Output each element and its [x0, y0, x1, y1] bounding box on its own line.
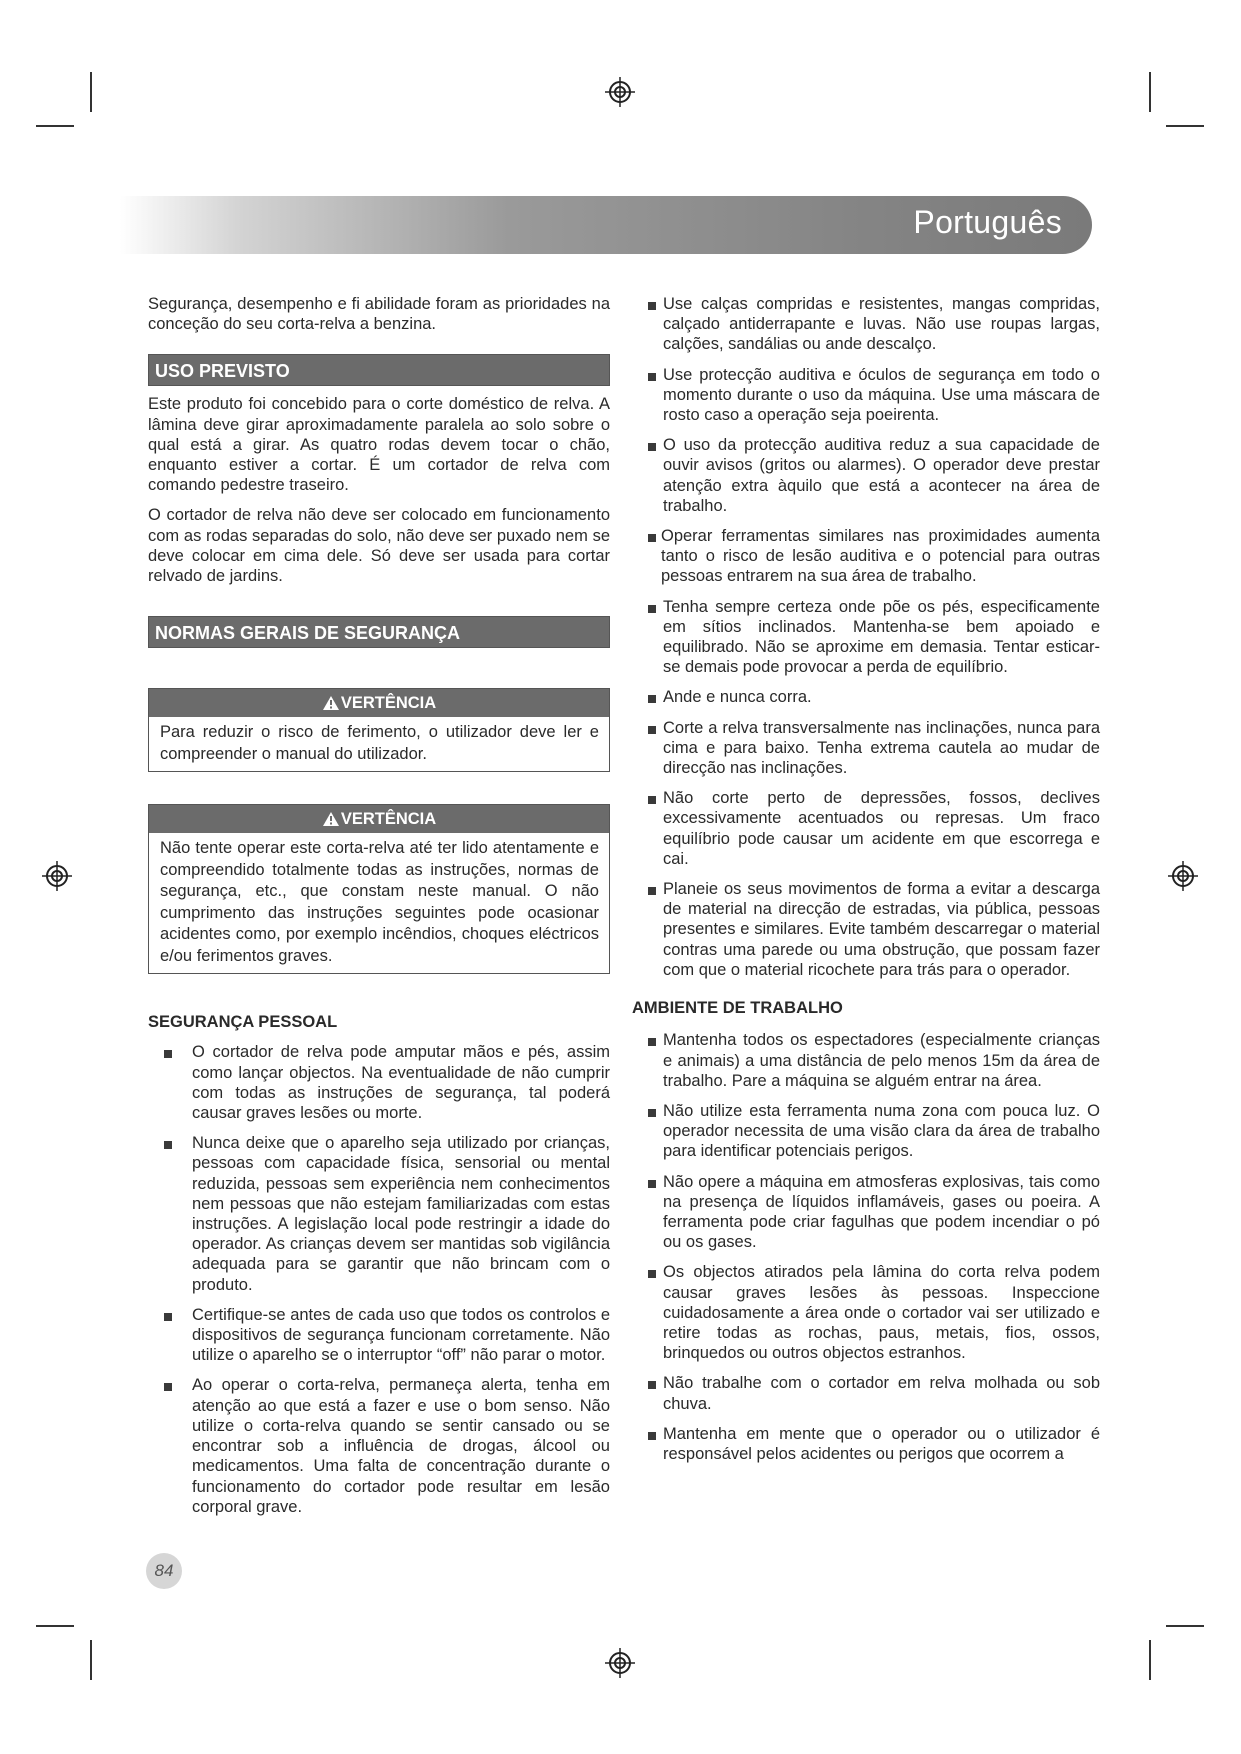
warning-text: Não tente operar este corta-relva até ter lido atentamente e compreendido totalmente todas as instruções, normas de segurança, etc., que constam neste manual. O não cumprimento das instruções seguintes pode ocasionar acidentes como, por exemplo incêndios, choques eléctricos e/ou ferimentos graves. [160, 839, 599, 965]
registration-mark-icon [1168, 861, 1198, 891]
pessoal-list [148, 1042, 610, 1516]
page-number: 84 [146, 1553, 182, 1589]
language-header [120, 196, 1092, 254]
section-heading-uso-previsto: USO PREVISTO [148, 354, 610, 386]
list-item: Operar ferramentas similares nas proximidades aumenta tanto o risco de lesão auditiva e o potencial para outras pessoas entrarem na sua área de trabalho. [648, 526, 1100, 587]
registration-mark-icon [42, 861, 72, 891]
warning-title: VERTÊNCIA [340, 694, 437, 713]
crop-mark [36, 125, 74, 127]
subheading-seguranca-pessoal: SEGURANÇA PESSOAL [148, 1013, 338, 1032]
list-item: Planeie os seus movimentos de forma a evitar a descarga de material na direcção de estradas, via pública, pessoas presentes e similares. Evite também descarregar o material contras uma parede ou uma obstrução, que possam fazer com que o material ricochete para trás para o operador. [648, 879, 1100, 980]
warning-triangle-icon [322, 695, 340, 711]
crop-mark [90, 1640, 92, 1680]
list-item: Mantenha todos os espectadores (especialmente crianças e animais) a uma distância de pelo menos 15m da área de trabalho. Pare a máquina se alguém entrar na área. [648, 1030, 1100, 1091]
list-item: Ao operar o corta-relva, permaneça alerta, tenha em atenção ao que está a fazer e use o bom senso. Não utilize o corta-relva quando se sentir cansado ou se encontrar sob a influência de drogas, álcool ou medicamentos. Uma falta de concentração durante o funcionamento do cortador pode resultar em lesão corporal grave. [164, 1375, 610, 1516]
list-item: Nunca deixe que o aparelho seja utilizado por crianças, pessoas com capacidade física, sensorial ou mental reduzida, pessoas sem experiência nem conhecimentos nem pessoas que não estejam familiarizadas com estas instruções. A legislação local pode restringir a idade do operador. As crianças devem ser mantidas sob vigilância adequada para se garantir que não brincam com o produto. [164, 1133, 610, 1295]
uso-previsto-paragraph: Este produto foi concebido para o corte doméstico de relva. A lâmina deve girar aproximadamente paralela ao solo sobre o qual está a girar. As quatro rodas devem tocar o chão, enquanto estiver a cortar. É um cortador de relva com comando pedestre traseiro. [148, 395, 610, 495]
list-item: Os objectos atirados pela lâmina do corta relva podem causar graves lesões às pessoas. Inspeccione cuidadosamente a área onde o cortador vai ser utilizado e retire todas as rochas, paus, metais, fios, ossos, brinquedos ou outros objectos estranhos. [648, 1262, 1100, 1363]
intro-text: Segurança, desempenho e fi abilidade foram as prioridades na conceção do seu corta-relva a benzina. [148, 295, 610, 334]
list-item: Não trabalhe com o cortador em relva molhada ou sob chuva. [648, 1373, 1100, 1413]
crop-mark [1166, 125, 1204, 127]
crop-mark [1149, 72, 1151, 112]
warning-header [149, 805, 609, 833]
list-item: Ande e nunca corra. [648, 687, 1100, 707]
protection-list [648, 294, 1100, 980]
warning-box [148, 804, 610, 974]
left-column [148, 294, 610, 1517]
list-item: Use protecção auditiva e óculos de segurança em todo o momento durante o uso da máquina. Use uma máscara de rosto caso a operação seja poeirenta. [648, 365, 1100, 426]
right-column [632, 294, 1100, 1464]
ambiente-list [648, 1030, 1100, 1464]
list-item: Não utilize esta ferramenta numa zona com pouca luz. O operador necessita de uma visão clara da área de trabalho para identificar potenciais perigos. [648, 1101, 1100, 1162]
warning-header [149, 689, 609, 717]
warning-triangle-icon [322, 811, 340, 827]
list-item: O uso da protecção auditiva reduz a sua capacidade de ouvir avisos (gritos ou alarmes). O operador deve prestar atenção extra àquilo que está a acontecer na área de trabalho. [648, 435, 1100, 516]
list-item: Tenha sempre certeza onde põe os pés, especificamente em sítios inclinados. Mantenha-se bem apoiado e equilibrado. Não se aproxime em demasia. Tentar esticar-se demais pode provocar a perda de equilíbrio. [648, 597, 1100, 678]
crop-mark [1166, 1625, 1204, 1627]
list-item: O cortador de relva pode amputar mãos e pés, assim como lançar objectos. Na eventualidade de não cumprir com todas as instruções de segurança, tal poderá causar graves lesões ou morte. [164, 1042, 610, 1123]
uso-previsto-paragraph: O cortador de relva não deve ser colocado em funcionamento com as rodas separadas do solo, não deve ser puxado nem se deve colocar em cima dele. Só deve ser usada para cortar relvado de jardins. [148, 506, 610, 586]
warning-title: VERTÊNCIA [340, 810, 437, 829]
list-item: Use calças compridas e resistentes, mangas compridas, calçado antiderrapante e luvas. Não use roupas largas, calções, sandálias ou ande descalço. [648, 294, 1100, 355]
list-item: Não corte perto de depressões, fossos, declives excessivamente acentuados ou represas. Um fraco equilíbrio pode causar um acidente em que escorrega e cai. [648, 788, 1100, 869]
warning-box [148, 688, 610, 772]
list-item: Não opere a máquina em atmosferas explosivas, tais como na presença de líquidos inflamáveis, gases ou poeira. A ferramenta pode criar fagulhas que podem incendiar o pó ou os gases. [648, 1172, 1100, 1253]
registration-mark-icon [605, 77, 635, 107]
crop-mark [1149, 1640, 1151, 1680]
language-title: Português [913, 204, 1062, 240]
crop-mark [90, 72, 92, 112]
section-heading-normas: NORMAS GERAIS DE SEGURANÇA [148, 616, 610, 648]
crop-mark [36, 1625, 74, 1627]
subheading-ambiente-trabalho: AMBIENTE DE TRABALHO [632, 999, 843, 1018]
list-item: Mantenha em mente que o operador ou o utilizador é responsável pelos acidentes ou perigos que ocorrem a [648, 1424, 1100, 1464]
list-item: Certifique-se antes de cada uso que todos os controlos e dispositivos de segurança funcionam corretamente. Não utilize o aparelho se o interruptor “off” não parar o motor. [164, 1305, 610, 1366]
list-item: Corte a relva transversalmente nas inclinações, nunca para cima e para baixo. Tenha extrema cautela ao mudar de direcção nas inclinações. [648, 718, 1100, 779]
registration-mark-icon [605, 1648, 635, 1678]
warning-text: Para reduzir o risco de ferimento, o utilizador deve ler e compreender o manual do utilizador. [160, 723, 599, 763]
